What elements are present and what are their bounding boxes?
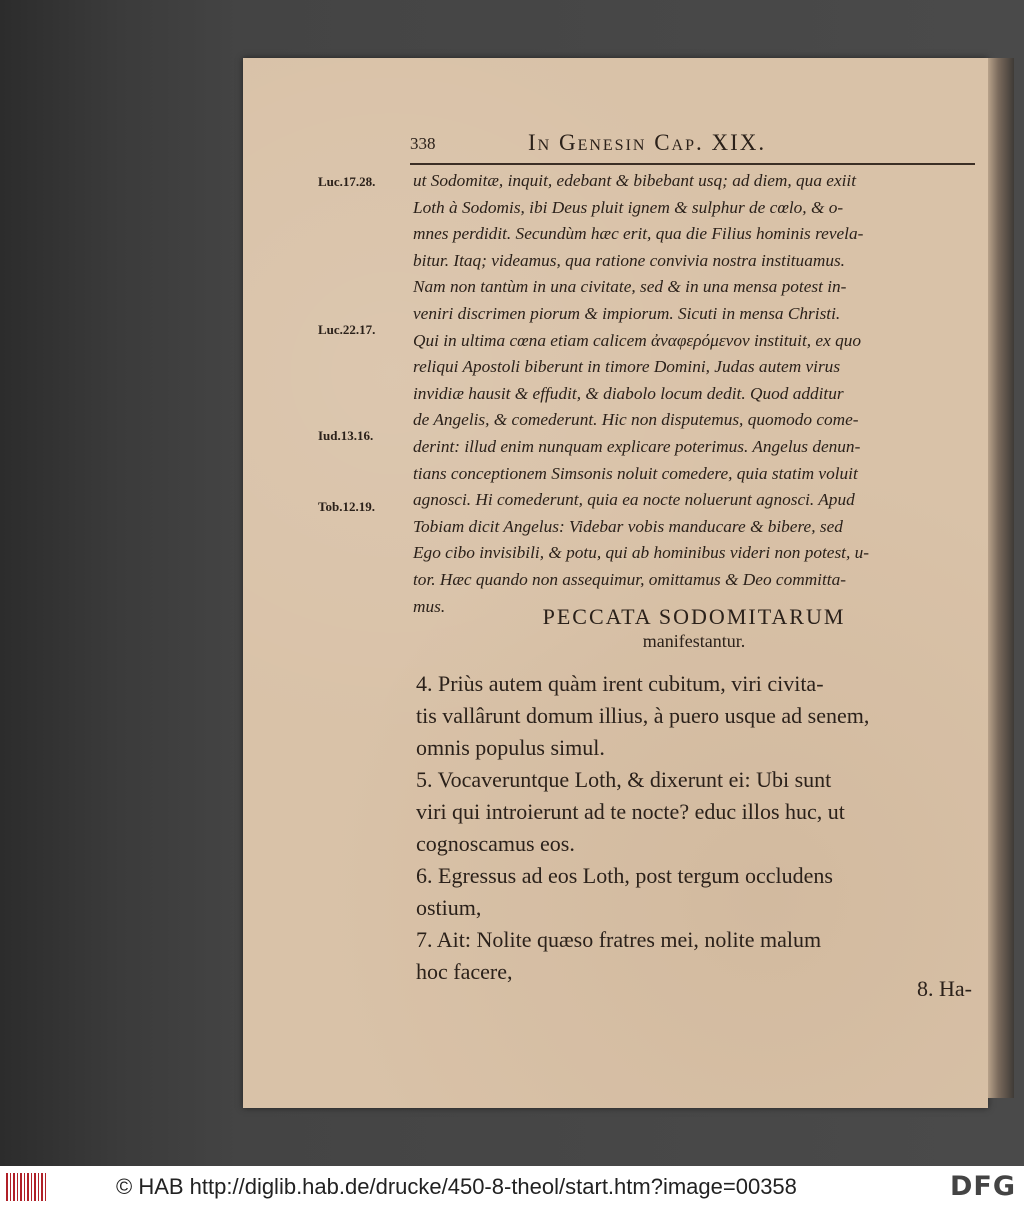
margin-note: Iud.13.16.	[318, 428, 374, 443]
commentary-line: mus.	[413, 596, 446, 616]
commentary-line: Tobiam dicit Angelus: Videbar vobis manducare & bibere, sed	[413, 516, 843, 536]
page-number: 338	[410, 134, 436, 153]
verse-line: hoc facere,	[416, 959, 513, 984]
verse-line: 5. Vocaveruntque Loth, & dixerunt ei: Ubi sunt	[416, 767, 832, 792]
commentary-line: tor. Hæc quando non assequimur, omittamus & Deo committa-	[413, 569, 846, 589]
verse-line: 4. Priùs autem quàm irent cubitum, viri civita-	[416, 671, 824, 696]
commentary-line: bitur. Itaq; videamus, qua ratione convivia nostra instituamus.	[413, 250, 846, 270]
commentary-line: reliqui Apostoli biberunt in timore Domini, Judas autem virus	[413, 357, 841, 377]
commentary-line: veniri discrimen piorum & impiorum. Sicuti in mensa Christi.	[413, 303, 841, 323]
commentary-line: agnosci. Hi comederunt, quia ea nocte noluerunt agnosci. Apud	[413, 490, 855, 510]
commentary-line: derint: illud enim nunquam explicare poterimus. Angelus denun-	[413, 436, 861, 456]
footer-bar	[0, 1166, 1024, 1208]
commentary-line: de Angelis, & comederunt. Hic non disputemus, quomodo come-	[413, 410, 859, 430]
commentary-line: invidiæ hausit & effudit, & diabolo locum dedit. Quod additur	[413, 383, 844, 403]
margin-note: Luc.17.28.	[318, 174, 376, 189]
verse-text	[416, 668, 976, 988]
commentary-line: Ego cibo invisibili, & potu, qui ab hominibus videri non potest, u-	[413, 543, 870, 563]
margin-note: Tob.12.19.	[318, 499, 375, 514]
section-heading-title: PECCATA SODOMITARUM	[542, 604, 846, 629]
commentary-line: mnes perdidit. Secundùm hæc erit, qua die Filius hominis revela-	[413, 224, 864, 244]
verse-line: omnis populus simul.	[416, 735, 605, 760]
commentary-line: Loth à Sodomis, ibi Deus pluit ignem & sulphur de cœlo, & o-	[413, 197, 844, 217]
section-heading	[413, 604, 975, 652]
catchword: 8. Ha-	[917, 976, 972, 1001]
commentary-line: Nam non tantùm in una civitate, sed & in una mensa potest in-	[413, 277, 847, 297]
page-edge	[988, 58, 1014, 1098]
dfg-logo: DFG	[949, 1171, 1016, 1202]
commentary-text	[413, 168, 975, 620]
running-head	[410, 130, 980, 164]
verse-line: tis vallârunt domum illius, à puero usque ad senem,	[416, 703, 870, 728]
footer-citation[interactable]: © HAB http://diglib.hab.de/drucke/450-8-theol/start.htm?image=00358	[116, 1174, 797, 1199]
commentary-line: ut Sodomitæ, inquit, edebant & bibebant usq; ad diem, qua exiit	[413, 171, 857, 190]
commentary-line: tians conceptionem Simsonis noluit comedere, quia statim voluit	[413, 463, 858, 483]
commentary-line: Qui in ultima cœna etiam calicem ἀναφερόμενον instituit, ex quo	[413, 330, 861, 350]
verse-line: 6. Egressus ad eos Loth, post tergum occludens	[416, 863, 833, 888]
header-rule	[410, 163, 975, 165]
running-title: In Genesin Cap. XIX.	[528, 130, 767, 155]
verse-line: ostium,	[416, 895, 482, 920]
margin-note: Luc.22.17.	[318, 322, 376, 337]
barcode-icon	[6, 1173, 46, 1201]
verse-line: cognoscamus eos.	[416, 831, 575, 856]
verse-line: viri qui introierunt ad te nocte? educ illos huc, ut	[416, 799, 845, 824]
section-heading-subtitle: manifestantur.	[642, 631, 746, 651]
verse-line: 7. Ait: Nolite quæso fratres mei, nolite malum	[416, 927, 822, 952]
